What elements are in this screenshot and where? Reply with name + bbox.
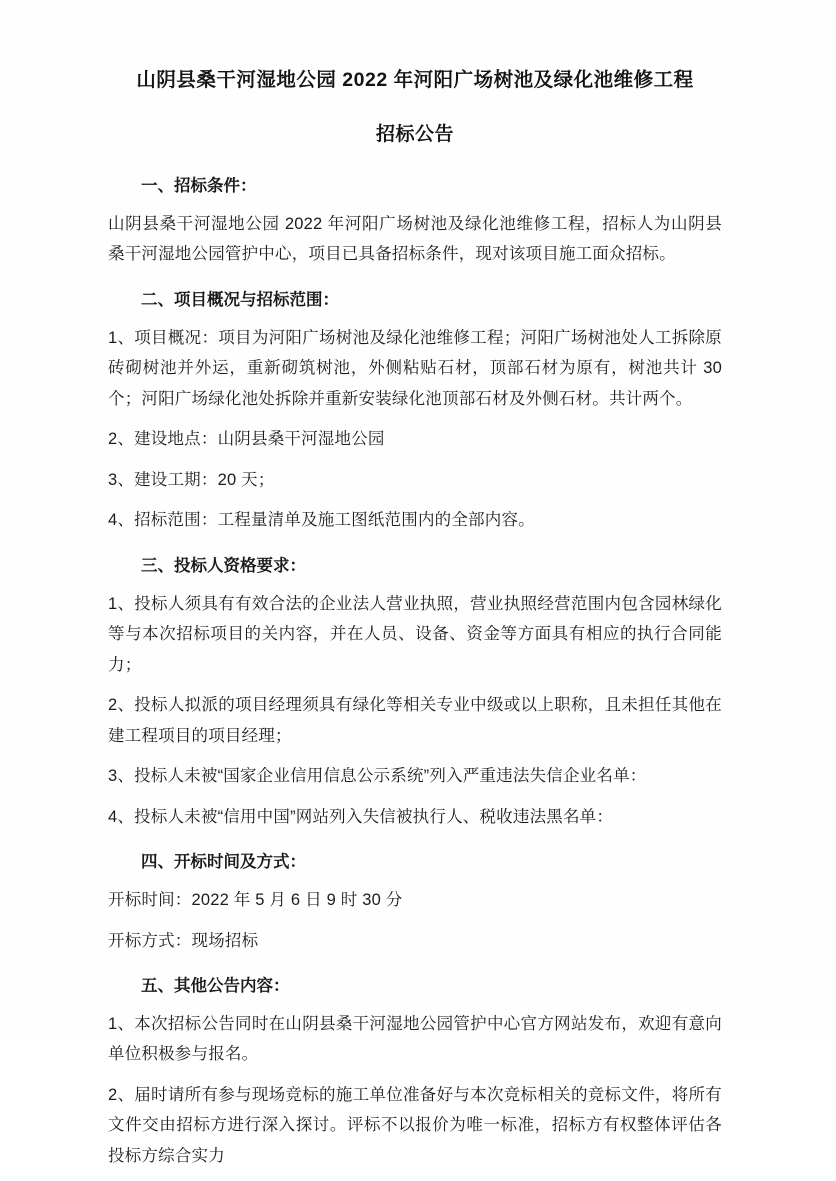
paragraph: 3、建设工期：20 天； — [108, 470, 275, 489]
section-heading: 四、开标时间及方式： — [141, 853, 306, 872]
paragraph: 开标方式：现场招标 — [108, 931, 259, 950]
section-heading: 五、其他公告内容： — [141, 977, 290, 996]
document-body — [108, 66, 722, 1181]
section-heading: 一、招标条件： — [141, 176, 257, 195]
paragraph: 2、届时请所有参与现场竞标的施工单位准备好与本次竞标相关的竞标文件，将所有文件交由招标方进行深入探讨。评标不以报价为唯一标准，招标方有权整体评估各投标方综合实力 — [108, 1085, 722, 1165]
paragraph: 山阴县桑干河湿地公园 2022 年河阳广场树池及绿化池维修工程，招标人为山阴县桑干河湿地公园管护中心，项目已具备招标条件，现对该项目施工面众招标。 — [108, 214, 722, 264]
paragraph: 3、投标人未被“国家企业信用信息公示系统”列入严重违法失信企业名单： — [108, 767, 647, 786]
paragraph: 1、本次招标公告同时在山阴县桑干河湿地公园管护中心官方网站发布，欢迎有意向单位积极参与报名。 — [108, 1014, 722, 1064]
page-subtitle: 招标公告 — [375, 124, 454, 146]
section-其他公告内容 — [108, 972, 722, 1171]
section-项目概况与招标范围 — [108, 286, 722, 536]
page-title: 山阴县桑干河湿地公园 2022 年河阳广场树池及绿化池维修工程 — [136, 69, 694, 91]
paragraph: 1、项目概况：项目为河阳广场树池及绿化池维修工程；河阳广场树池处人工拆除原砖砌树池并外运，重新砌筑树池，外侧粘贴石材，顶部石材为原有，树池共计 30 个；河阳广场绿化池处拆除并重新安装绿化池顶部石材及外侧石材。共计两个。 — [108, 328, 722, 408]
section-heading: 二、项目概况与招标范围： — [141, 290, 339, 309]
section-heading: 三、投标人资格要求： — [141, 556, 306, 575]
paragraph: 4、招标范围：工程量清单及施工图纸范围内的全部内容。 — [108, 511, 535, 530]
section-开标时间及方式 — [108, 848, 722, 956]
section-招标条件 — [108, 172, 722, 270]
paragraph: 2、投标人拟派的项目经理须具有绿化等相关专业中级或以上职称，且未担任其他在建工程项目的项目经理； — [108, 696, 722, 745]
section-投标人资格要求 — [108, 552, 722, 832]
paragraph: 1、投标人须具有有效合法的企业法人营业执照，营业执照经营范围内包含园林绿化等与本次招标项目的关内容，并在人员、设备、资金等方面具有相应的执行合同能力； — [108, 594, 722, 674]
paragraph: 4、投标人未被“信用中国”网站列入失信被执行人、税收违法黑名单： — [108, 807, 614, 826]
paragraph: 2、建设地点：山阴县桑干河湿地公园 — [108, 430, 385, 449]
paragraph: 开标时间：2022 年 5 月 6 日 9 时 30 分 — [108, 890, 403, 909]
